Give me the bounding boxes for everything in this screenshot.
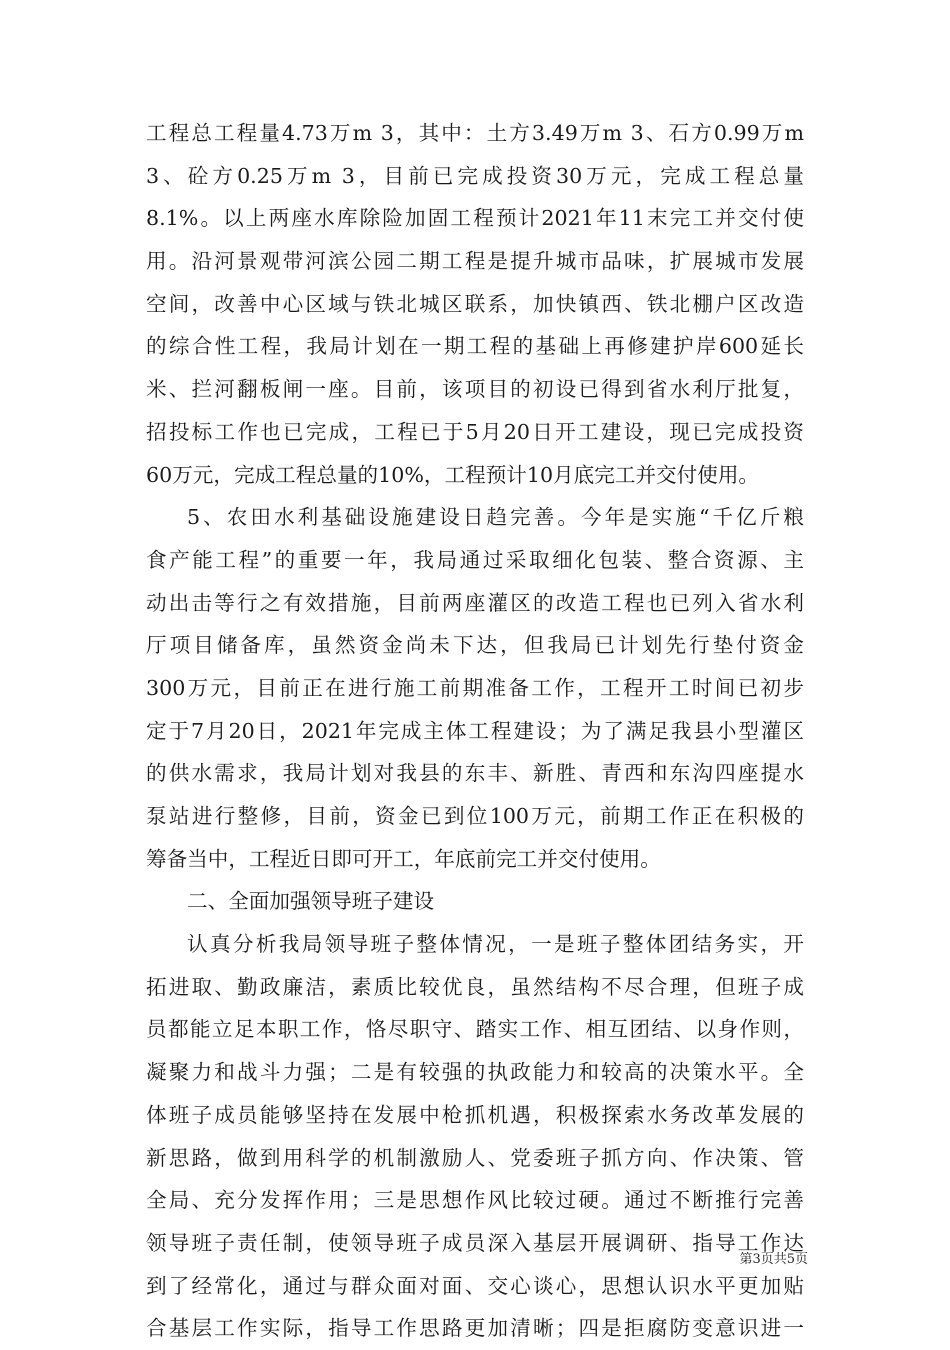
text-line: 用。沿河景观带河滨公园二期工程是提升城市品味，扩展城市发展 — [146, 249, 804, 274]
text-line: 300万元，目前正在进行施工前期准备工作，工程开工时间已初步 — [146, 675, 804, 700]
text-line: 8.1%。以上两座水库除险加固工程预计2021年11末完工并交付使 — [146, 206, 804, 231]
text-line: 3、砼方0.25万m 3，目前已完成投资30万元，完成工程总量 — [146, 163, 804, 188]
text-line: 泵站进行整修，目前，资金已到位100万元，前期工作正在积极的 — [146, 804, 804, 828]
document-body — [146, 112, 804, 1350]
text-line: 认真分析我局领导班子整体情况，一是班子整体团结务实，开 — [187, 932, 804, 957]
text-line: 定于7月20日，2021年完成主体工程建设；为了满足我县小型灌区 — [146, 718, 804, 743]
text-line: 空间，改善中心区域与铁北城区联系，加快镇西、铁北棚户区改造 — [146, 291, 804, 316]
text-line: 招投标工作也已完成，工程已于5月20日开工建设，现已完成投资 — [146, 419, 804, 444]
text-line: 食产能工程”的重要一年，我局通过采取细化包装、整合资源、主 — [146, 547, 804, 572]
text-line: 凝聚力和战斗力强；二是有较强的执政能力和较高的决策水平。全 — [146, 1060, 804, 1085]
text-line: 员都能立足本职工作，恪尽职守、踏实工作、相互团结、以身作则， — [146, 1017, 804, 1042]
text-line: 米、拦河翻板闸一座。目前，该项目的初设已得到省水利厅批复， — [146, 377, 804, 402]
text-line: 全局、充分发挥作用；三是思想作风比较过硬。通过不断推行完善 — [146, 1188, 804, 1213]
text-line: 筹备当中，工程近日即可开工，年底前完工并交付使用。 — [146, 846, 661, 871]
text-line: 体班子成员能够坚持在发展中枪抓机遇，积极探索水务改革发展的 — [146, 1102, 804, 1127]
text-line: 动出击等行之有效措施，目前两座灌区的改造工程也已列入省水利 — [146, 590, 804, 615]
text-line: 5、农田水利基础设施建设日趋完善。今年是实施“千亿斤粮 — [187, 505, 804, 530]
text-line: 工程总工程量4.73万m 3，其中：土方3.49万m 3、石方0.99万m — [146, 121, 804, 145]
text-line: 的供水需求，我局计划对我县的东丰、新胜、青西和东沟四座提水 — [146, 761, 804, 786]
text-line: 60万元，完成工程总量的10%，工程预计10月底完工并交付使用。 — [146, 462, 760, 487]
text-line: 厅项目储备库，虽然资金尚未下达，但我局已计划先行垫付资金 — [146, 633, 804, 658]
text-line: 的综合性工程，我局计划在一期工程的基础上再修建护岸600延长 — [146, 334, 804, 359]
text-line: 二、全面加强领导班子建设 — [187, 889, 435, 914]
text-line: 合基层工作实际，指导工作思路更加清晰；四是拒腐防变意识进一 — [146, 1316, 804, 1341]
text-line: 新思路，做到用科学的机制激励人、党委班子抓方向、作决策、管 — [146, 1145, 804, 1170]
text-line: 到了经常化，通过与群众面对面、交心谈心，思想认识水平更加贴 — [146, 1273, 804, 1298]
text-line: 拓进取、勤政廉洁，素质比较优良，虽然结构不尽合理，但班子成 — [146, 974, 804, 999]
page-number: 第3页共5页 — [739, 1252, 808, 1267]
text-line: 领导班子责任制，使领导班子成员深入基层开展调研、指导工作达 — [146, 1230, 804, 1255]
